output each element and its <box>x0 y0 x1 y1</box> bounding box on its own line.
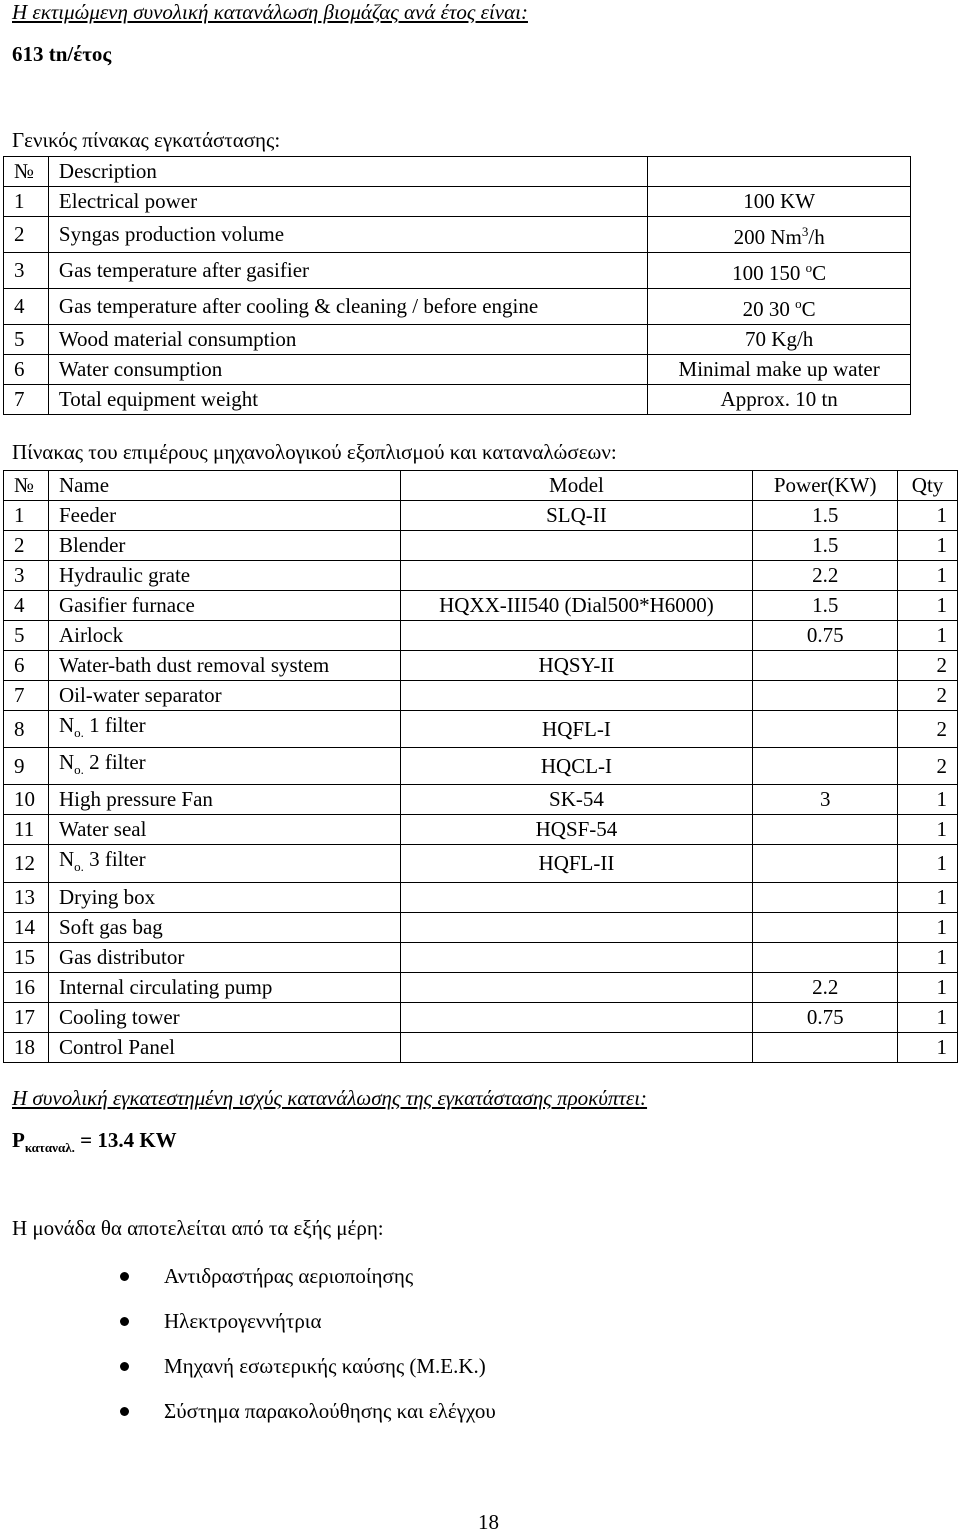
row-qty: 2 <box>898 711 958 748</box>
table-row <box>4 187 911 217</box>
row-name: Hydraulic grate <box>48 561 400 591</box>
row-number: 1 <box>4 187 49 217</box>
row-power <box>753 815 898 845</box>
row-qty: 1 <box>898 882 958 912</box>
parts-heading: Η μονάδα θα αποτελείται από τα εξής μέρη: <box>12 1216 384 1240</box>
row-name: $N_{o.}$ 3 filter <box>48 845 400 882</box>
row-name: Feeder <box>48 501 400 531</box>
row-qty: 1 <box>898 561 958 591</box>
row-power <box>753 942 898 972</box>
table-row <box>4 882 958 912</box>
header-model: Model <box>400 471 753 501</box>
row-model: HQSF-54 <box>400 815 753 845</box>
table-row <box>4 942 958 972</box>
row-qty: 1 <box>898 591 958 621</box>
row-qty: 2 <box>898 651 958 681</box>
row-model: SK-54 <box>400 785 753 815</box>
table-row <box>4 711 958 748</box>
row-power: 2.2 <box>753 561 898 591</box>
row-number: 7 <box>4 681 49 711</box>
table-row <box>4 1032 958 1062</box>
row-value: 20 30 $^o$C <box>648 289 911 325</box>
header-qty: Qty <box>898 471 958 501</box>
row-qty: 1 <box>898 531 958 561</box>
row-qty: 1 <box>898 785 958 815</box>
row-power <box>753 681 898 711</box>
row-qty: 1 <box>898 845 958 882</box>
row-power <box>753 748 898 785</box>
header-no: № <box>4 157 49 187</box>
power-heading: Η συνολική εγκατεστημένη ισχύς κατανάλωσης της εγκατάστασης προκύπτει: <box>12 1086 648 1110</box>
bullet-icon <box>120 1362 129 1371</box>
row-qty: 1 <box>898 815 958 845</box>
row-name: Drying box <box>48 882 400 912</box>
biomass-heading: Η εκτιμώμενη συνολική κατανάλωση βιομάζας ανά έτος είναι: <box>12 0 528 24</box>
row-qty: 1 <box>898 1032 958 1062</box>
row-name: $N_{o.}$ 1 filter <box>48 711 400 748</box>
row-qty: 2 <box>898 681 958 711</box>
row-power: 1.5 <box>753 531 898 561</box>
row-description: Wood material consumption <box>48 325 647 355</box>
row-number: 11 <box>4 815 49 845</box>
row-qty: 2 <box>898 748 958 785</box>
row-number: 17 <box>4 1002 49 1032</box>
table-row <box>4 355 911 385</box>
row-model <box>400 912 753 942</box>
table-row <box>4 561 958 591</box>
row-number: 3 <box>4 253 49 289</box>
table-header-row <box>4 157 911 187</box>
row-model: SLQ-II <box>400 501 753 531</box>
row-description: Water consumption <box>48 355 647 385</box>
table-row <box>4 912 958 942</box>
row-description: Gas temperature after cooling & cleaning / before engine <box>48 289 647 325</box>
row-number: 10 <box>4 785 49 815</box>
header-power: Power(KW) <box>753 471 898 501</box>
bullet-icon <box>120 1272 129 1281</box>
table-row <box>4 217 911 253</box>
row-number: 1 <box>4 501 49 531</box>
list-item: Αντιδραστήρας αεριοποίησης <box>120 1258 496 1303</box>
row-description: Total equipment weight <box>48 385 647 415</box>
row-power <box>753 882 898 912</box>
row-name: Soft gas bag <box>48 912 400 942</box>
row-power: 0.75 <box>753 1002 898 1032</box>
row-name: High pressure Fan <box>48 785 400 815</box>
row-value: 70 Kg/h <box>648 325 911 355</box>
row-value: Approx. 10 tn <box>648 385 911 415</box>
row-model <box>400 1032 753 1062</box>
row-model <box>400 681 753 711</box>
row-value: 100 KW <box>648 187 911 217</box>
row-name: Control Panel <box>48 1032 400 1062</box>
table-row <box>4 785 958 815</box>
table-row <box>4 972 958 1002</box>
row-number: 9 <box>4 748 49 785</box>
row-number: 7 <box>4 385 49 415</box>
row-power: 0.75 <box>753 621 898 651</box>
row-model <box>400 1002 753 1032</box>
row-name: Gas distributor <box>48 942 400 972</box>
row-power: 2.2 <box>753 972 898 1002</box>
parts-list <box>120 1258 496 1438</box>
row-power: 3 <box>753 785 898 815</box>
row-description: Electrical power <box>48 187 647 217</box>
table-row <box>4 681 958 711</box>
table-row <box>4 1002 958 1032</box>
row-name: Water-bath dust removal system <box>48 651 400 681</box>
row-name: Gasifier furnace <box>48 591 400 621</box>
row-number: 5 <box>4 325 49 355</box>
row-value: 200 Nm$^3$/h <box>648 217 911 253</box>
table-row <box>4 845 958 882</box>
row-power <box>753 651 898 681</box>
general-table-caption: Γενικός πίνακας εγκατάστασης: <box>12 128 281 152</box>
header-description: Description <box>48 157 647 187</box>
row-model <box>400 621 753 651</box>
row-model <box>400 531 753 561</box>
row-number: 2 <box>4 531 49 561</box>
row-number: 4 <box>4 591 49 621</box>
row-model: HQCL-I <box>400 748 753 785</box>
row-name: Blender <box>48 531 400 561</box>
row-qty: 1 <box>898 942 958 972</box>
row-qty: 1 <box>898 1002 958 1032</box>
list-item: Ηλεκτρογεννήτρια <box>120 1303 496 1348</box>
row-number: 4 <box>4 289 49 325</box>
table-row <box>4 501 958 531</box>
row-qty: 1 <box>898 621 958 651</box>
power-total: $P_{\kappa\alpha\tau\alpha\nu\alpha\lambda.} = 13.4$ KW <box>12 1128 177 1156</box>
row-model <box>400 972 753 1002</box>
row-number: 5 <box>4 621 49 651</box>
biomass-value: 613 tn/έτος <box>12 42 112 66</box>
row-model: HQSY-II <box>400 651 753 681</box>
row-value: 100 150 $^o$C <box>648 253 911 289</box>
header-value <box>648 157 911 187</box>
table-row <box>4 651 958 681</box>
table-row <box>4 253 911 289</box>
row-power <box>753 912 898 942</box>
table-row <box>4 748 958 785</box>
page-number: 18 <box>478 1510 499 1534</box>
list-item: Σύστημα παρακολούθησης και ελέγχου <box>120 1393 496 1438</box>
row-qty: 1 <box>898 912 958 942</box>
row-name: Cooling tower <box>48 1002 400 1032</box>
equipment-table-caption: Πίνακας του επιμέρους μηχανολογικού εξοπλισμού και καταναλώσεων: <box>12 440 617 464</box>
row-power <box>753 1032 898 1062</box>
table-row <box>4 621 958 651</box>
row-model <box>400 942 753 972</box>
row-number: 3 <box>4 561 49 591</box>
list-item: Μηχανή εσωτερικής καύσης (Μ.Ε.Κ.) <box>120 1348 496 1393</box>
row-number: 18 <box>4 1032 49 1062</box>
row-number: 12 <box>4 845 49 882</box>
row-description: Syngas production volume <box>48 217 647 253</box>
row-name: Oil-water separator <box>48 681 400 711</box>
row-number: 6 <box>4 651 49 681</box>
row-number: 8 <box>4 711 49 748</box>
row-number: 13 <box>4 882 49 912</box>
row-qty: 1 <box>898 972 958 1002</box>
table-header-row <box>4 471 958 501</box>
table-row <box>4 289 911 325</box>
row-model: HQFL-I <box>400 711 753 748</box>
row-number: 15 <box>4 942 49 972</box>
row-power <box>753 711 898 748</box>
table-row <box>4 591 958 621</box>
bullet-icon <box>120 1317 129 1326</box>
row-number: 14 <box>4 912 49 942</box>
row-number: 6 <box>4 355 49 385</box>
header-no: № <box>4 471 49 501</box>
equipment-table <box>3 470 958 1063</box>
row-value: Minimal make up water <box>648 355 911 385</box>
table-row <box>4 531 958 561</box>
row-number: 16 <box>4 972 49 1002</box>
row-name: Water seal <box>48 815 400 845</box>
table-row <box>4 385 911 415</box>
general-table <box>3 156 911 415</box>
row-name: $N_{o.}$ 2 filter <box>48 748 400 785</box>
row-power: 1.5 <box>753 591 898 621</box>
table-row <box>4 325 911 355</box>
row-number: 2 <box>4 217 49 253</box>
row-name: Internal circulating pump <box>48 972 400 1002</box>
row-power <box>753 845 898 882</box>
row-model <box>400 882 753 912</box>
row-model: HQXX-III540 (Dial500*H6000) <box>400 591 753 621</box>
table-row <box>4 815 958 845</box>
row-qty: 1 <box>898 501 958 531</box>
header-name: Name <box>48 471 400 501</box>
row-description: Gas temperature after gasifier <box>48 253 647 289</box>
row-power: 1.5 <box>753 501 898 531</box>
row-model: HQFL-II <box>400 845 753 882</box>
row-model <box>400 561 753 591</box>
bullet-icon <box>120 1407 129 1416</box>
row-name: Airlock <box>48 621 400 651</box>
